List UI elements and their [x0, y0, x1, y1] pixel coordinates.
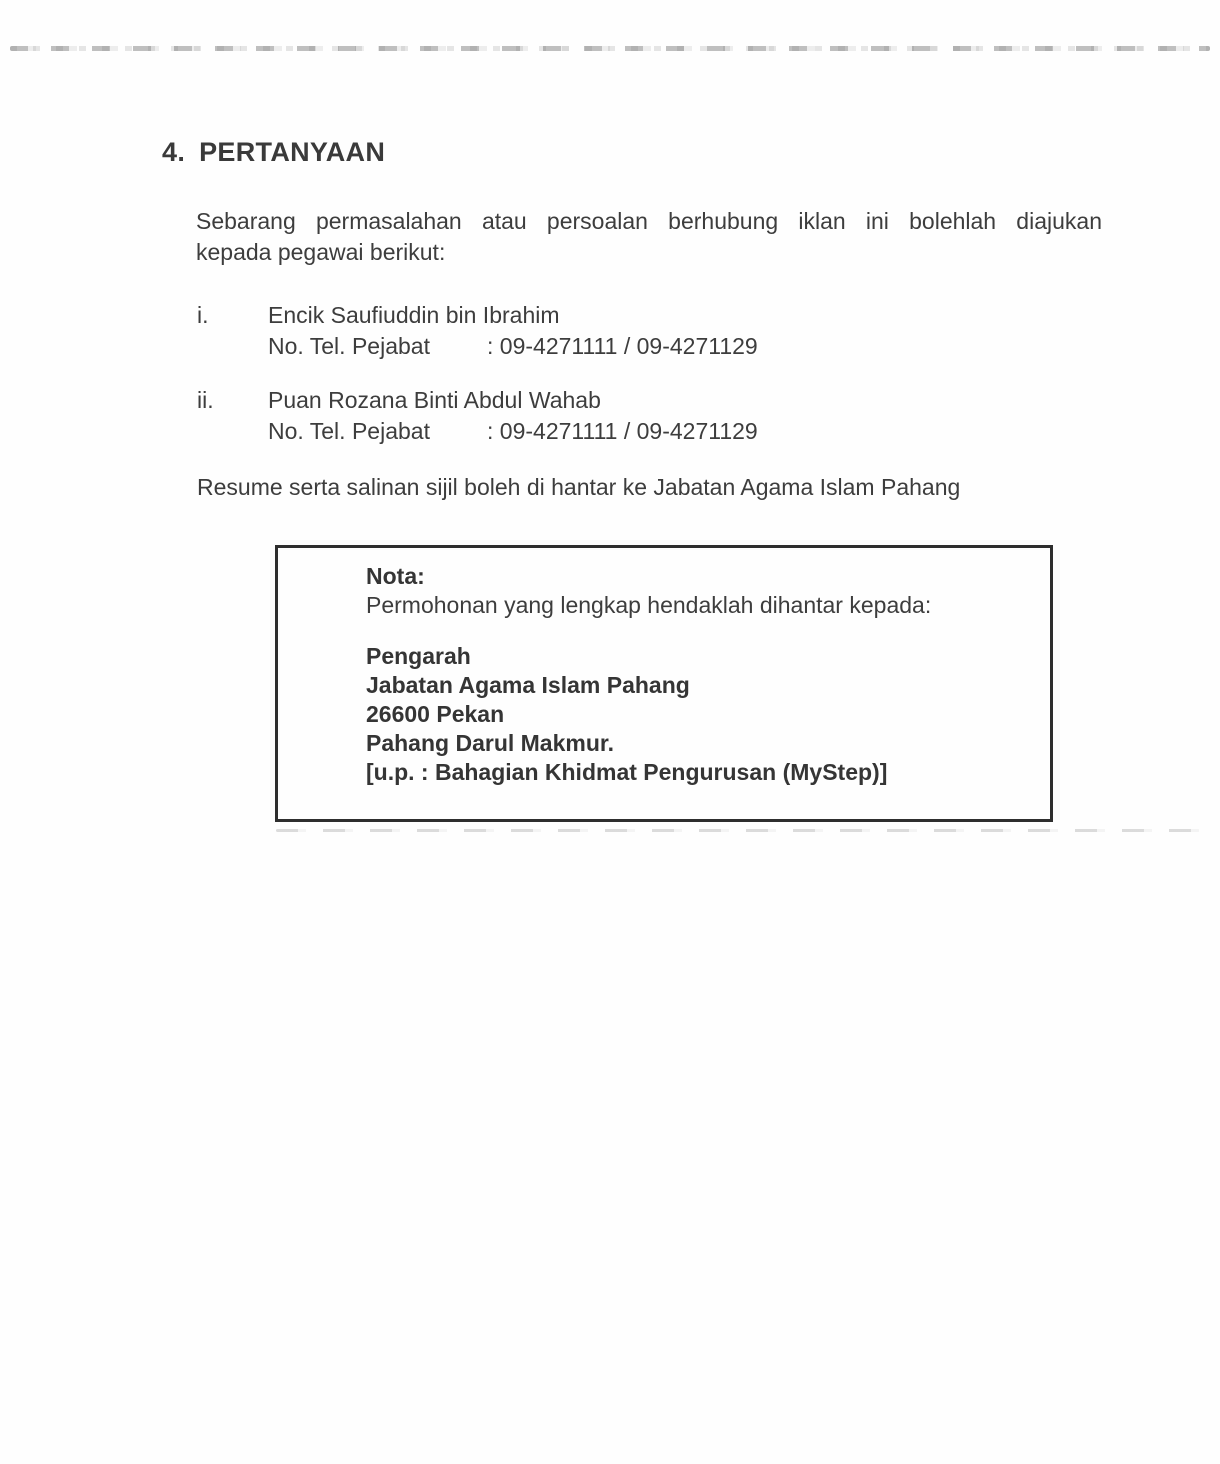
contact-2-name-row	[197, 385, 758, 416]
intro-paragraph	[196, 206, 1102, 268]
address-line-recipient: Pengarah	[366, 643, 471, 669]
section-title: PERTANYAAN	[199, 137, 386, 167]
note-box-address	[366, 642, 1030, 787]
address-line-state: Pahang Darul Makmur.	[366, 730, 614, 756]
address-line-postcode: 26600 Pekan	[366, 701, 505, 727]
section-heading	[162, 136, 385, 168]
contact-1-name: Encik Saufiuddin bin Ibrahim	[268, 302, 560, 328]
contact-2-phone-label: No. Tel. Pejabat	[268, 418, 430, 444]
resume-note: Resume serta salinan sijil boleh di hantar ke Jabatan Agama Islam Pahang	[197, 474, 961, 500]
note-box-title: Nota:	[366, 563, 425, 589]
contact-1-index: i.	[197, 302, 209, 328]
note-box-subtitle: Permohonan yang lengkap hendaklah dihantar kepada:	[366, 592, 932, 618]
contact-1-phone-label: No. Tel. Pejabat	[268, 333, 430, 359]
contact-2-phone-row	[268, 416, 758, 447]
contact-2-phone-value: : 09-4271111 / 09-4271129	[487, 418, 758, 444]
contact-1-name-row	[197, 300, 758, 331]
scan-artifact-line-under-box	[276, 829, 1200, 832]
contact-1-phone-row	[268, 331, 758, 362]
intro-line-1: Sebarang permasalahan atau persoalan berhubung iklan ini bolehlah diajukan	[196, 208, 1102, 234]
address-line-department: Jabatan Agama Islam Pahang	[366, 672, 690, 698]
section-number: 4.	[162, 137, 186, 167]
contact-item-2	[197, 385, 758, 447]
contact-2-name: Puan Rozana Binti Abdul Wahab	[268, 387, 601, 413]
intro-line-2: kepada pegawai berikut:	[196, 239, 446, 265]
contact-2-index: ii.	[197, 387, 214, 413]
note-box	[275, 545, 1053, 822]
contact-item-1	[197, 300, 758, 362]
scan-artifact-line-top	[10, 46, 1210, 51]
address-line-attention: [u.p. : Bahagian Khidmat Pengurusan (MyStep)]	[366, 759, 888, 785]
contact-1-phone-value: : 09-4271111 / 09-4271129	[487, 333, 758, 359]
